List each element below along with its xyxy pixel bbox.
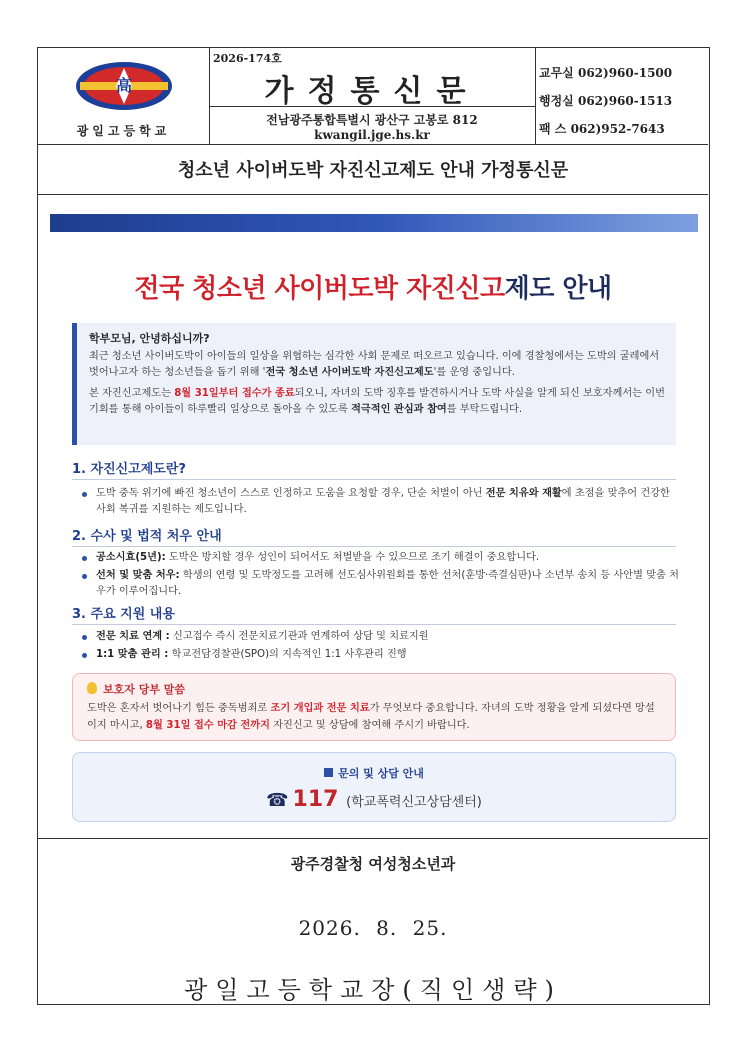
accent-bar [50, 214, 698, 232]
document-frame [37, 47, 710, 1005]
issue-date: 2026. 8. 25. [298, 916, 448, 940]
issuing-department: 광주경찰청 여성청소년과 [290, 855, 456, 873]
school-name-small: 광일고등학교 [76, 124, 171, 138]
square-bullet-icon [324, 768, 333, 777]
greeting-paragraph-2: 본 자진신고제도는 8월 31일부터 접수가 종료되오니, 자녀의 도박 징후를 발견하시거나 도박 사실을 알게 되신 보호자께서는 이번 기회를 통해 아이들이 하루빨리 일상으로 돌아올 수 있도록 적극적인 관심과 참여를 부탁드립니다. [89, 388, 665, 415]
notice-subtitle: 청소년 사이버도박 자진신고제도 안내 가정통신문 [38, 144, 708, 195]
svg-text:高: 高 [115, 76, 133, 95]
list-item: 도박 중독 위기에 빠진 청소년이 스스로 인정하고 도움을 요청할 경우, 단순 처벌이 아닌 전문 치유와 재활에 초점을 맞추어 건강한 사회 복귀를 지원하는 제도입니다. [80, 486, 680, 518]
greeting-paragraph-1: 최근 청소년 사이버도박이 아이들의 일상을 위협하는 심각한 사회 문제로 떠오르고 있습니다. 이에 경찰청에서는 도박의 굴레에서 벗어나고자 하는 청소년들을 돕기 위해 '전국 청소년 사이버도박 자진신고제도'를 운영 중입니다. [89, 351, 660, 378]
section-2-list [80, 550, 680, 602]
contact-cell [535, 48, 708, 144]
phone-line: 팩 스 062)952-7643 [539, 122, 665, 136]
principal-signature: 광일고등학교장(직인생략) [184, 976, 562, 1004]
list-item: 1:1 맞춤 관리 : 학교전담경찰관(SPO)의 지속적인 1:1 사후관리 진행 [80, 647, 680, 663]
list-item: 공소시효(5년): 도박은 방치할 경우 성인이 되어서도 처벌받을 수 있으므로 조기 해결이 중요합니다. [80, 550, 680, 566]
section-heading: 3. 주요 지원 내용 [72, 603, 676, 625]
divider [38, 838, 708, 839]
guardian-notice-title: 보호자 당부 말씀 [87, 681, 661, 698]
contact-box [72, 752, 676, 822]
section-3-list [80, 629, 680, 665]
school-logo-cell [38, 48, 210, 144]
list-item: 선처 및 맞춤 처우: 학생의 연령 및 도박정도를 고려해 선도심사위원회를 통한 선처(훈방·즉결심판)나 소년부 송치 등 사안별 맞춤 처우가 이루어집니다. [80, 568, 680, 600]
school-address: 전남광주통합특별시 광산구 고봉로 812 [266, 113, 478, 127]
hotline-number[interactable]: 117 [292, 787, 339, 812]
hotline [73, 787, 675, 812]
telephone-icon: ☎ [266, 790, 289, 811]
section-1-list [80, 486, 680, 520]
list-item: 전문 치료 연계 : 신고접수 즉시 전문치료기관과 연계하여 상담 및 치료지원 [80, 629, 680, 645]
school-website: kwangil.jge.hs.kr [314, 128, 430, 142]
greeting-hello: 학부모님, 안녕하십니까? [89, 332, 210, 345]
guardian-notice-text: 도박은 혼자서 벗어나기 힘든 중독범죄로 조기 개입과 전문 치료가 무엇보다 중요합니다. 자녀의 도박 정황을 알게 되셨다면 망설이지 마시고, 8월 31일 접수 마감 전까지 자진신고 및 상담에 참여해 주시기 바랍니다. [87, 703, 655, 731]
hotline-org: (학교폭력신고상담센터) [346, 795, 482, 810]
issue-number: 2026-174호 [213, 52, 282, 65]
school-emblem-icon [74, 60, 174, 112]
greeting-box [72, 323, 676, 445]
divider [209, 106, 535, 107]
main-title: 전국 청소년 사이버도박 자진신고제도 안내 [134, 274, 612, 304]
section-heading: 2. 수사 및 법적 처우 안내 [72, 525, 676, 547]
phone-line: 행정실 062)960-1513 [539, 94, 673, 108]
letterhead [38, 48, 708, 145]
lightbulb-icon [87, 682, 97, 694]
title-cell [209, 48, 536, 144]
contact-title: 문의 및 상담 안내 [73, 765, 675, 781]
guardian-notice-box [72, 673, 676, 741]
phone-line: 교무실 062)960-1500 [539, 66, 673, 80]
paper-title: 가정통신문 [264, 74, 480, 109]
section-heading: 1. 자진신고제도란? [72, 458, 676, 480]
